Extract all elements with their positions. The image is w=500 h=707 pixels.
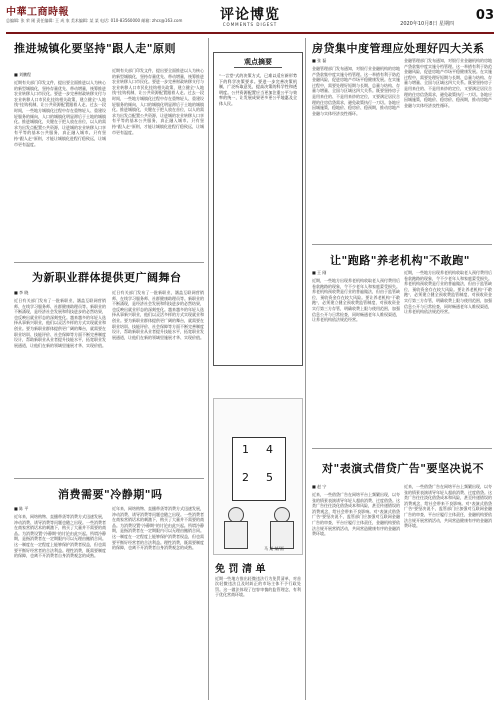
masthead-rule: [6, 32, 494, 34]
article-1-body: 近期有关部门印发文件，提出要全面推进以人为核心的新型城镇化，坚持存量优先、带动增量，统筹推进农业转移人口市民化。要进一步完善财政转移支付与农业转移人口市民化挂钩相关政策，建立健全"人地钱"挂钩机制，让公共资源配置跟着人走。过去一段时间，一些地方城镇化过程中存在重物轻人、重建设轻服务的倾向，人口的城镇化明显滞后于土地的城镇化。推进城镇化，关键在于把人放在首位，以人的需求为出发点配置公共资源，让进城的农业转移人口享有平等的基本公共服务，真正融入城市。只有坚持"跟人走"原则，才能让城镇化进程行稳致远，让城市更有温度。: [14, 80, 106, 147]
bottom-piece-body: 近期一些地方推出轻微违法行为免罚清单，对首次轻微违法且及时纠正的市场主体不予行政处罚。这一做法体现了包容审慎的监管理念，有利于优化营商环境。: [215, 576, 301, 598]
article-6-body: 近来，一些借贷广告在网络平台上频繁出现，以夸张的情景表演诱导年轻人超前消费、过度借贷。这类广告往往淡化借贷成本和风险，甚至传递错误的消费观念，给社会带来不良影响。对"表演式借贷广告"要坚决说不，监管部门应加强对互联网金融广告的审查，平台应履行主体责任，金融机构要依法合规开展营销活动，共同营造健康有序的金融消费环境。: [312, 492, 400, 537]
board-number-3: 2: [242, 471, 249, 484]
issue-date: 2020年10月8日 星期四: [400, 21, 454, 27]
section-title-en: COMMENTS DIGEST: [222, 22, 278, 27]
newspaper-logo: 中華工商時報: [6, 7, 69, 18]
article-3-body-cont: 近年来，网络购物、直播带货等消费方式迅速发展，冲动消费、诱导消费等问题也随之出现。一些消费者在商家营销话术的刺激下，购买了大量并不需要的商品。为消费设置"冷静期"的讨论由此兴起。所谓冷静期，是指消费者在一定期限内可以无理由撤销合同。这一制度在一定程度上能够保护消费者权益，但也需要平衡好经营者的合法利益。理性消费，既需要制度的保障，也离不开消费者自身消费观念的成熟。: [112, 506, 204, 551]
article-2-byline: ■ 李 晓: [14, 290, 29, 295]
article-5-body: 近期，一些地方出现养老机构收取老人预付费用后卷款跑路的现象，令不少老年人和家庭蒙受损失。养老机构预收费是行业的普遍做法，但由于监管缺位，预收资金存在较大风险。要让养老机构"不敢跑"，必须建立健全预收费监管制度，对预收资金实行第三方存管，明确收费上限与使用范围，加强信息公开与日常检查，同时畅通老年人维权渠道，让养老机构依法规范经营。: [312, 278, 400, 323]
divider: [312, 448, 492, 449]
bottom-piece-title: 免 罚 清 单: [215, 564, 266, 575]
divider: [312, 244, 492, 245]
article-4-body: 金融管理部门发布通知，对银行业金融机构的房地产贷款集中度实施分档管理。这一举措有利于防范金融风险，促进房地产市场平稳健康发展。在实施过程中，需要处理好短期与长期、总量与结构、存量与增量、全国与区域这四大关系。既要坚持房子是用来住的、不是用来炒的定位，又要满足居民合理的住房信贷需求，避免政策执行一刀切。各地应因城施策，稳地价、稳房价、稳预期，推动房地产金融与实体经济良性循环。: [312, 66, 400, 116]
number-board: [232, 437, 286, 501]
article-4-body-cont: 金融管理部门发布通知，对银行业金融机构的房地产贷款集中度实施分档管理。这一举措有利于防范金融风险，促进房地产市场平稳健康发展。在实施过程中，需要处理好短期与长期、总量与结构、存量与增量、全国与区域这四大关系。既要坚持房子是用来住的、不是用来炒的定位，又要满足居民合理的住房信贷需求，避免政策执行一刀切。各地应因城施策，稳地价、稳房价、稳预期，推动房地产金融与实体经济良性循环。: [404, 58, 492, 108]
summary-box-rule: [234, 67, 282, 68]
article-3-byline: ■ 陈 平: [14, 506, 29, 511]
summary-box-title: 观点摘要: [244, 58, 272, 66]
summary-box-body: "一言堂"式的决策方式，已难以适应新形势下的科学决策要求。要进一步完善决策机制，广泛听取意见，提高决策的科学性和透明度。公共资源配置应当更加注重公平与效率的统一，让发展成果更多更公平地惠及全体人民。: [219, 73, 297, 106]
divider: [14, 478, 204, 479]
article-1-body-cont: 近期有关部门印发文件，提出要全面推进以人为核心的新型城镇化，坚持存量优先、带动增量，统筹推进农业转移人口市民化。要进一步完善财政转移支付与农业转移人口市民化挂钩相关政策，建立健全"人地钱"挂钩机制，让公共资源配置跟着人走。过去一段时间，一些地方城镇化过程中存在重物轻人、重建设轻服务的倾向，人口的城镇化明显滞后于土地的城镇化。推进城镇化，关键在于把人放在首位，以人的需求为出发点配置公共资源，让进城的农业转移人口享有平等的基本公共服务，真正融入城市。只有坚持"跟人走"原则，才能让城镇化进程行稳致远，让城市更有温度。: [112, 68, 204, 135]
board-number-4: 5: [266, 471, 273, 484]
article-6-body-cont: 近来，一些借贷广告在网络平台上频繁出现，以夸张的情景表演诱导年轻人超前消费、过度借贷。这类广告往往淡化借贷成本和风险，甚至传递错误的消费观念，给社会带来不良影响。对"表演式借贷广告"要坚决说不，监管部门应加强对互联网金融广告的审查，平台应履行主体责任，金融机构要依法合规开展营销活动，共同营造健康有序的金融消费环境。: [404, 484, 492, 529]
summary-box: [213, 52, 303, 366]
masthead: [0, 0, 500, 34]
illustration: [213, 398, 303, 555]
figure-body: [224, 521, 248, 549]
figure-body: [270, 521, 294, 549]
column-divider: [208, 38, 209, 700]
board-number-1: 1: [242, 443, 249, 456]
column-divider: [305, 38, 306, 700]
article-2-title: 为新职业群体提供更广阔舞台: [32, 271, 182, 284]
article-4-byline: ■ 张 磊: [312, 58, 327, 63]
article-5-title: 让"跑路"养老机构"不敢跑": [330, 254, 470, 267]
article-6-byline: ■ 赵 宁: [312, 484, 327, 489]
article-3-title: 消费需要"冷静期"吗: [58, 488, 163, 501]
board-number-2: 4: [266, 443, 273, 456]
article-4-title: 房贷集中度管理应处理好四大关系: [312, 42, 485, 55]
article-5-byline: ■ 王 刚: [312, 270, 327, 275]
article-1-title: 推进城镇化要坚持"跟人走"原则: [14, 42, 176, 55]
illustration-caption: 马 某 某/画: [264, 546, 284, 551]
article-1-byline: ■ 刘鹏程: [14, 72, 32, 77]
article-2-body-cont: 近日有关部门发布了一批新职业，涵盖互联网营销师、在线学习服务师、社群健康助理员等。新职业的不断涌现，是经济社会发展和科技进步的必然结果，也反映出就业形态的深刻变化。越来越多的年轻人选择从事新兴职业，他们以灵活多样的方式实现就业和创业。要为新职业群体提供更广阔的舞台，就需要在职业培训、技能评价、社会保障等方面不断完善制度设计，帮助新职业从业者提升技能水平，拓宽职业发展通道，让他们在新的领域里施展才华、实现价值。: [112, 290, 204, 340]
page-number: 03: [475, 8, 494, 23]
masthead-meta: 总编辑: 张 荣 刚 责任编辑: 王 成 家 美术编辑: 某 某 电话: 010-83560000 邮箱: zhcs@163.com: [6, 18, 183, 23]
article-3-body: 近年来，网络购物、直播带货等消费方式迅速发展，冲动消费、诱导消费等问题也随之出现。一些消费者在商家营销话术的刺激下，购买了大量并不需要的商品。为消费设置"冷静期"的讨论由此兴起。所谓冷静期，是指消费者在一定期限内可以无理由撤销合同。这一制度在一定程度上能够保护消费者权益，但也需要平衡好经营者的合法利益。理性消费，既需要制度的保障，也离不开消费者自身消费观念的成熟。: [14, 514, 106, 559]
section-title: 评论博览: [220, 7, 280, 23]
article-6-title: 对"表演式借贷广告"要坚决说不: [322, 462, 484, 475]
article-2-body: 近日有关部门发布了一批新职业，涵盖互联网营销师、在线学习服务师、社群健康助理员等。新职业的不断涌现，是经济社会发展和科技进步的必然结果，也反映出就业形态的深刻变化。越来越多的年轻人选择从事新兴职业，他们以灵活多样的方式实现就业和创业。要为新职业群体提供更广阔的舞台，就需要在职业培训、技能评价、社会保障等方面不断完善制度设计，帮助新职业从业者提升技能水平，拓宽职业发展通道，让他们在新的领域里施展才华、实现价值。: [14, 298, 106, 348]
divider: [14, 262, 204, 263]
article-5-body-cont: 近期，一些地方出现养老机构收取老人预付费用后卷款跑路的现象，令不少老年人和家庭蒙受损失。养老机构预收费是行业的普遍做法，但由于监管缺位，预收资金存在较大风险。要让养老机构"不敢跑"，必须建立健全预收费监管制度，对预收资金实行第三方存管，明确收费上限与使用范围，加强信息公开与日常检查，同时畅通老年人维权渠道，让养老机构依法规范经营。: [404, 270, 492, 315]
